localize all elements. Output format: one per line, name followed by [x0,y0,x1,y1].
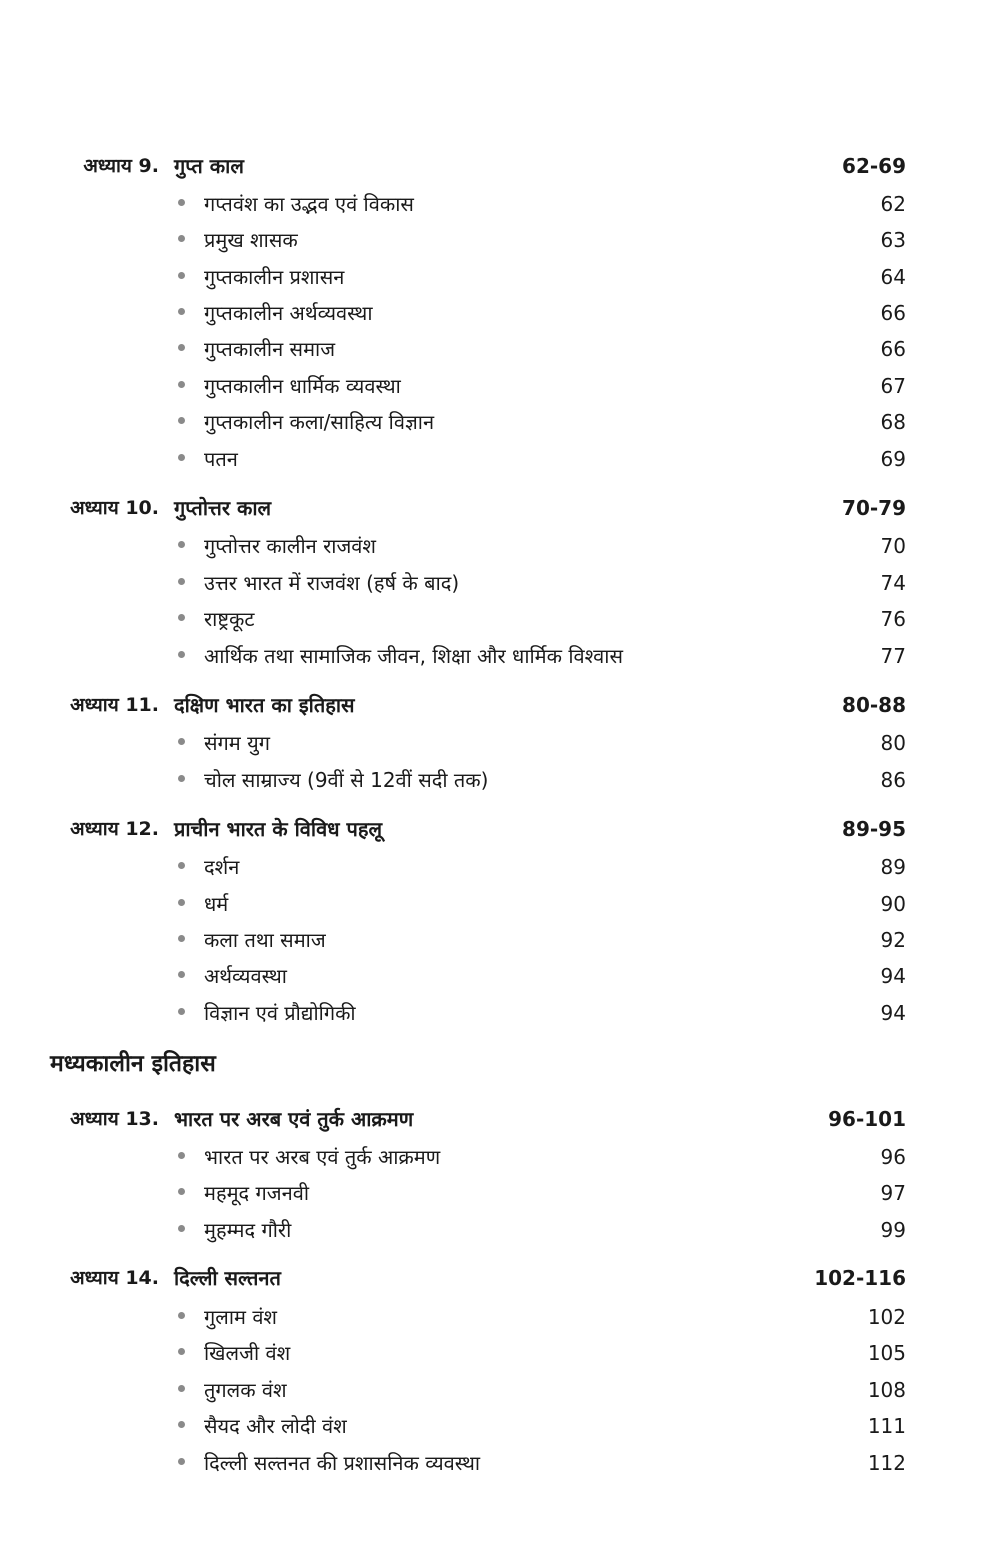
entry-page: 97 [880,1181,906,1205]
entry-title: चोल साम्राज्य (9वीं से 12वीं सदी तक) [204,768,489,792]
entry-title: गुप्तोत्तर कालीन राजवंश [204,534,377,558]
chapter-number: अध्याय 11. [70,694,159,716]
chapter-title: प्राचीन भारत के विविध पहलू [174,817,383,841]
entry-page: 63 [880,228,906,252]
entry-page: 92 [880,928,906,952]
entry-title: गुप्तकालीन अर्थव्यवस्था [204,301,373,325]
toc-entry[interactable] [0,1140,1000,1174]
chapter-page-range: 89-95 [842,817,906,841]
toc-entry[interactable] [0,923,1000,957]
chapter-number: अध्याय 14. [70,1267,159,1289]
chapter-page-range: 62-69 [842,154,906,178]
toc-entry[interactable] [0,1176,1000,1210]
bullet-icon [178,899,185,906]
entry-title: उत्तर भारत में राजवंश (हर्ष के बाद) [204,571,460,595]
entry-title: महमूद गजनवी [204,1181,310,1205]
entry-page: 76 [880,607,906,631]
entry-title: कला तथा समाज [204,928,326,952]
bullet-icon [178,1458,185,1465]
chapter-page-range: 80-88 [842,693,906,717]
toc-entry[interactable] [0,1409,1000,1443]
toc-entry[interactable] [0,1446,1000,1480]
entry-title: दर्शन [204,855,240,879]
bullet-icon [178,199,185,206]
entry-page: 66 [880,337,906,361]
bullet-icon [178,614,185,621]
entry-page: 102 [867,1305,906,1329]
chapter-number: अध्याय 12. [70,818,159,840]
bullet-icon [178,1008,185,1015]
toc-entry[interactable] [0,260,1000,294]
bullet-icon [178,541,185,548]
bullet-icon [178,381,185,388]
chapter-number: अध्याय 9. [83,155,159,177]
entry-page: 68 [880,410,906,434]
chapter-heading[interactable] [0,1104,1000,1134]
entry-title: खिलजी वंश [204,1341,291,1365]
entry-title: गुप्तकालीन समाज [204,337,336,361]
entry-title: प्रमुख शासक [204,228,298,252]
bullet-icon [178,344,185,351]
bullet-icon [178,651,185,658]
bullet-icon [178,862,185,869]
bullet-icon [178,775,185,782]
chapter-heading[interactable] [0,690,1000,720]
chapter-page-range: 96-101 [828,1107,906,1131]
bullet-icon [178,1421,185,1428]
entry-page: 66 [880,301,906,325]
entry-page: 94 [880,1001,906,1025]
chapter-title: गुप्तोत्तर काल [174,496,272,520]
bullet-icon [178,971,185,978]
bullet-icon [178,308,185,315]
toc-entry[interactable] [0,1336,1000,1370]
chapter-number: अध्याय 13. [70,1108,159,1130]
toc-entry[interactable] [0,405,1000,439]
bullet-icon [178,417,185,424]
toc-entry[interactable] [0,442,1000,476]
entry-title: सैयद और लोदी वंश [204,1414,347,1438]
entry-page: 96 [880,1145,906,1169]
entry-page: 74 [880,571,906,595]
bullet-icon [178,272,185,279]
toc-entry[interactable] [0,296,1000,330]
entry-title: विज्ञान एवं प्रौद्योगिकी [204,1001,356,1025]
chapter-page-range: 70-79 [842,496,906,520]
entry-page: 70 [880,534,906,558]
bullet-icon [178,578,185,585]
entry-page: 62 [880,192,906,216]
entry-title: गुप्तकालीन कला/साहित्य विज्ञान [204,410,435,434]
entry-title: आर्थिक तथा सामाजिक जीवन, शिक्षा और धार्मिक विश्वास [204,644,623,668]
entry-title: तुगलक वंश [204,1378,287,1402]
entry-title: पतन [204,447,238,471]
chapter-heading[interactable] [0,1263,1000,1293]
entry-page: 111 [867,1414,906,1438]
entry-title: गप्तवंश का उद्भव एवं विकास [204,192,414,216]
chapter-title: दिल्ली सल्तनत [174,1266,281,1290]
bullet-icon [178,935,185,942]
entry-title: गुप्तकालीन धार्मिक व्यवस्था [204,374,401,398]
entry-title: राष्ट्रकूट [204,607,255,631]
chapter-number: अध्याय 10. [70,497,159,519]
entry-page: 69 [880,447,906,471]
toc-entry[interactable] [0,602,1000,636]
entry-page: 108 [867,1378,906,1402]
toc-entry[interactable] [0,959,1000,993]
entry-page: 77 [880,644,906,668]
bullet-icon [178,1348,185,1355]
toc-entry[interactable] [0,1373,1000,1407]
toc-entry[interactable] [0,223,1000,257]
toc-entry[interactable] [0,332,1000,366]
chapter-title: दक्षिण भारत का इतिहास [174,693,355,717]
toc-entry[interactable] [0,1213,1000,1247]
entry-page: 105 [867,1341,906,1365]
chapter-page-range: 102-116 [814,1266,906,1290]
entry-page: 99 [880,1218,906,1242]
entry-page: 64 [880,265,906,289]
section-heading: मध्यकालीन इतिहास [50,1051,216,1077]
entry-title: गुप्तकालीन प्रशासन [204,265,345,289]
chapter-heading[interactable] [0,493,1000,523]
entry-title: गुलाम वंश [204,1305,278,1329]
chapter-heading[interactable] [0,151,1000,181]
bullet-icon [178,1152,185,1159]
toc-entry[interactable] [0,566,1000,600]
entry-page: 86 [880,768,906,792]
toc-entry[interactable] [0,529,1000,563]
bullet-icon [178,1225,185,1232]
entry-title: दिल्ली सल्तनत की प्रशासनिक व्यवस्था [204,1451,481,1475]
chapter-title: भारत पर अरब एवं तुर्क आक्रमण [174,1107,414,1131]
chapter-heading[interactable] [0,814,1000,844]
toc-entry[interactable] [0,763,1000,797]
entry-page: 112 [867,1451,906,1475]
entry-title: संगम युग [204,731,270,755]
entry-title: भारत पर अरब एवं तुर्क आक्रमण [204,1145,441,1169]
entry-page: 90 [880,892,906,916]
entry-title: मुहम्मद गौरी [204,1218,292,1242]
entry-page: 80 [880,731,906,755]
bullet-icon [178,454,185,461]
toc-entry[interactable] [0,850,1000,884]
toc-entry[interactable] [0,1300,1000,1334]
bullet-icon [178,235,185,242]
entry-title: अर्थव्यवस्था [204,964,287,988]
chapter-title: गुप्त काल [174,154,244,178]
entry-page: 89 [880,855,906,879]
bullet-icon [178,738,185,745]
toc-entry[interactable] [0,887,1000,921]
entry-title: धर्म [204,892,229,916]
toc-entry[interactable] [0,726,1000,760]
toc-entry[interactable] [0,996,1000,1030]
toc-entry[interactable] [0,369,1000,403]
bullet-icon [178,1188,185,1195]
bullet-icon [178,1385,185,1392]
toc-entry[interactable] [0,639,1000,673]
entry-page: 67 [880,374,906,398]
entry-page: 94 [880,964,906,988]
bullet-icon [178,1312,185,1319]
toc-entry[interactable] [0,187,1000,221]
